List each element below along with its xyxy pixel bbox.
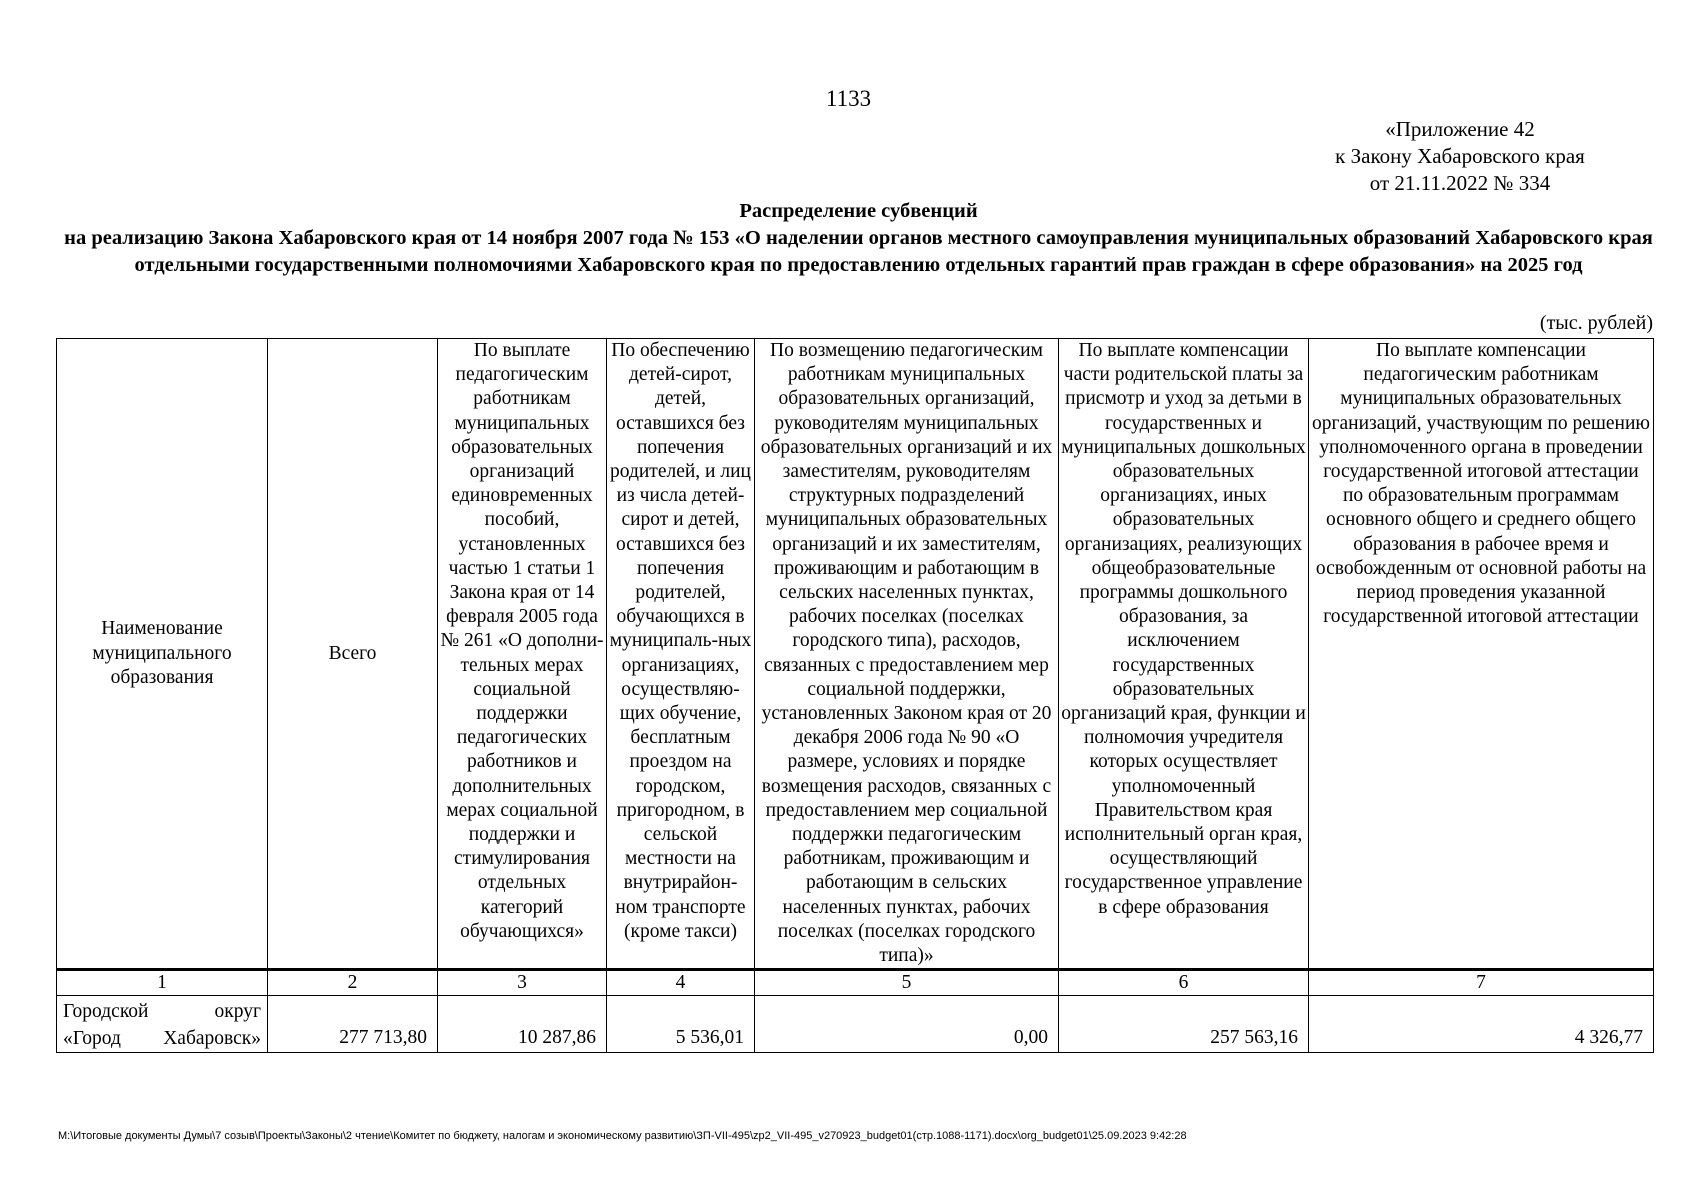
value-orphans-travel: 5 536,01 (607, 996, 755, 1053)
column-header-name: Наименование муниципального образования (57, 339, 268, 970)
appendix-reference (1290, 116, 1630, 197)
column-number: 1 (57, 970, 268, 996)
file-path-footer: M:\Итоговые документы Думы\7 созыв\Проекты\Законы\2 чтение\Комитет по бюджету, налогам и экономическому развитию\ЗП-VII-495\zp2_VII-495_v270923_budget01(стр.1088-1171).docx\org_budget01\25.09.2023 9:42:28 (58, 1130, 1187, 1142)
municipality-name: Городской округ «Город Хабаровск» (57, 996, 268, 1053)
value-total: 277 713,80 (268, 996, 438, 1053)
page-number: 1133 (825, 86, 872, 111)
header-row (57, 339, 1654, 970)
column-number-row (57, 970, 1654, 996)
column-number: 3 (438, 970, 607, 996)
column-number: 5 (755, 970, 1059, 996)
appendix-line: от 21.11.2022 № 334 (1369, 171, 1551, 195)
column-header-attestation: По выплате компенсации педагогическим работникам муниципальных образовательных организаций, участвующим по решению уполномоченного органа в проведении государственной итоговой аттестации по образовательным программам основного общего и среднего общего образования в рабочее время и освобожденным от основной работы на период проведения указанной государственной итоговой аттестации (1309, 339, 1654, 970)
column-header-rural-compensation: По возмещению педагогическим работникам муниципальных образовательных организаций, руководителям муниципальных образовательных организаций и их заместителям, руководителям структурных подразделений муниципальных образовательных организаций и их заместителям, проживающим и работающим в сельских населенных пунктах, рабочих поселках (поселках городского типа), расходов, связанных с предоставлением мер социальной поддержки, установленных Законом края от 20 декабря 2006 года № 90 «О размере, условиях и порядке возмещения расходов, связанных с предоставлением мер социальной поддержки педагогическим работникам, проживающим и работающим в сельских населенных пунктах, рабочих поселках (поселках городского типа)» (755, 339, 1059, 970)
value-rural-compensation: 0,00 (755, 996, 1059, 1053)
value-parental-fee: 257 563,16 (1059, 996, 1309, 1053)
value-allowances: 10 287,86 (438, 996, 607, 1053)
appendix-line: к Закону Хабаровского края (1335, 144, 1585, 168)
column-header-orphans-travel: По обеспечению детей-сирот, детей, оставшихся без попечения родителей, и лиц из числа детей-сирот и детей, оставшихся без попечения родителей, обучающихся в муниципаль-ных организациях, осуществляю-щих обучение, бесплатным проездом на городском, пригородном, в сельской местности на внутрирайон-ном транспорте (кроме такси) (607, 339, 755, 970)
column-header-parental-fee: По выплате компенсации части родительской платы за присмотр и уход за детьми в государственных и муниципальных дошкольных образовательных организациях, иных образовательных организациях, реализующих общеобразовательные программы дошкольного образования, за исключением государственных образовательных организаций края, функции и полномочия учредителя которых осуществляет уполномоченный Правительством края исполнительный орган края, осуществляющий государственное управление в сфере образования (1059, 339, 1309, 970)
value-attestation: 4 326,77 (1309, 996, 1654, 1053)
column-header-allowances: По выплате педагогическим работникам муниципальных образовательных организаций единовременных пособий, установленных частью 1 статьи 1 Закона края от 14 февраля 2005 года № 261 «О дополни-тельных мерах социальной поддержки педагогических работников и дополнительных мерах социальной поддержки и стимулирования отдельных категорий обучающихся» (438, 339, 607, 970)
document-title (60, 198, 1657, 279)
title-heading: Распределение субвенций (739, 200, 978, 222)
subvention-table (56, 338, 1654, 1053)
table-row (57, 996, 1654, 1053)
column-number: 2 (268, 970, 438, 996)
column-number: 7 (1309, 970, 1654, 996)
column-header-total: Всего (268, 339, 438, 970)
column-number: 4 (607, 970, 755, 996)
title-subheading: на реализацию Закона Хабаровского края от 14 ноября 2007 года № 153 «О наделении органов местного самоуправления муниципальных образований Хабаровского края отдельными государственными полномочиями Хабаровского края по предоставлению отдельных гарантий прав граждан в сфере образования» на 2025 год (64, 227, 1653, 276)
appendix-line: «Приложение 42 (1385, 117, 1535, 141)
units-label: (тыс. рублей) (1539, 312, 1653, 334)
column-number: 6 (1059, 970, 1309, 996)
